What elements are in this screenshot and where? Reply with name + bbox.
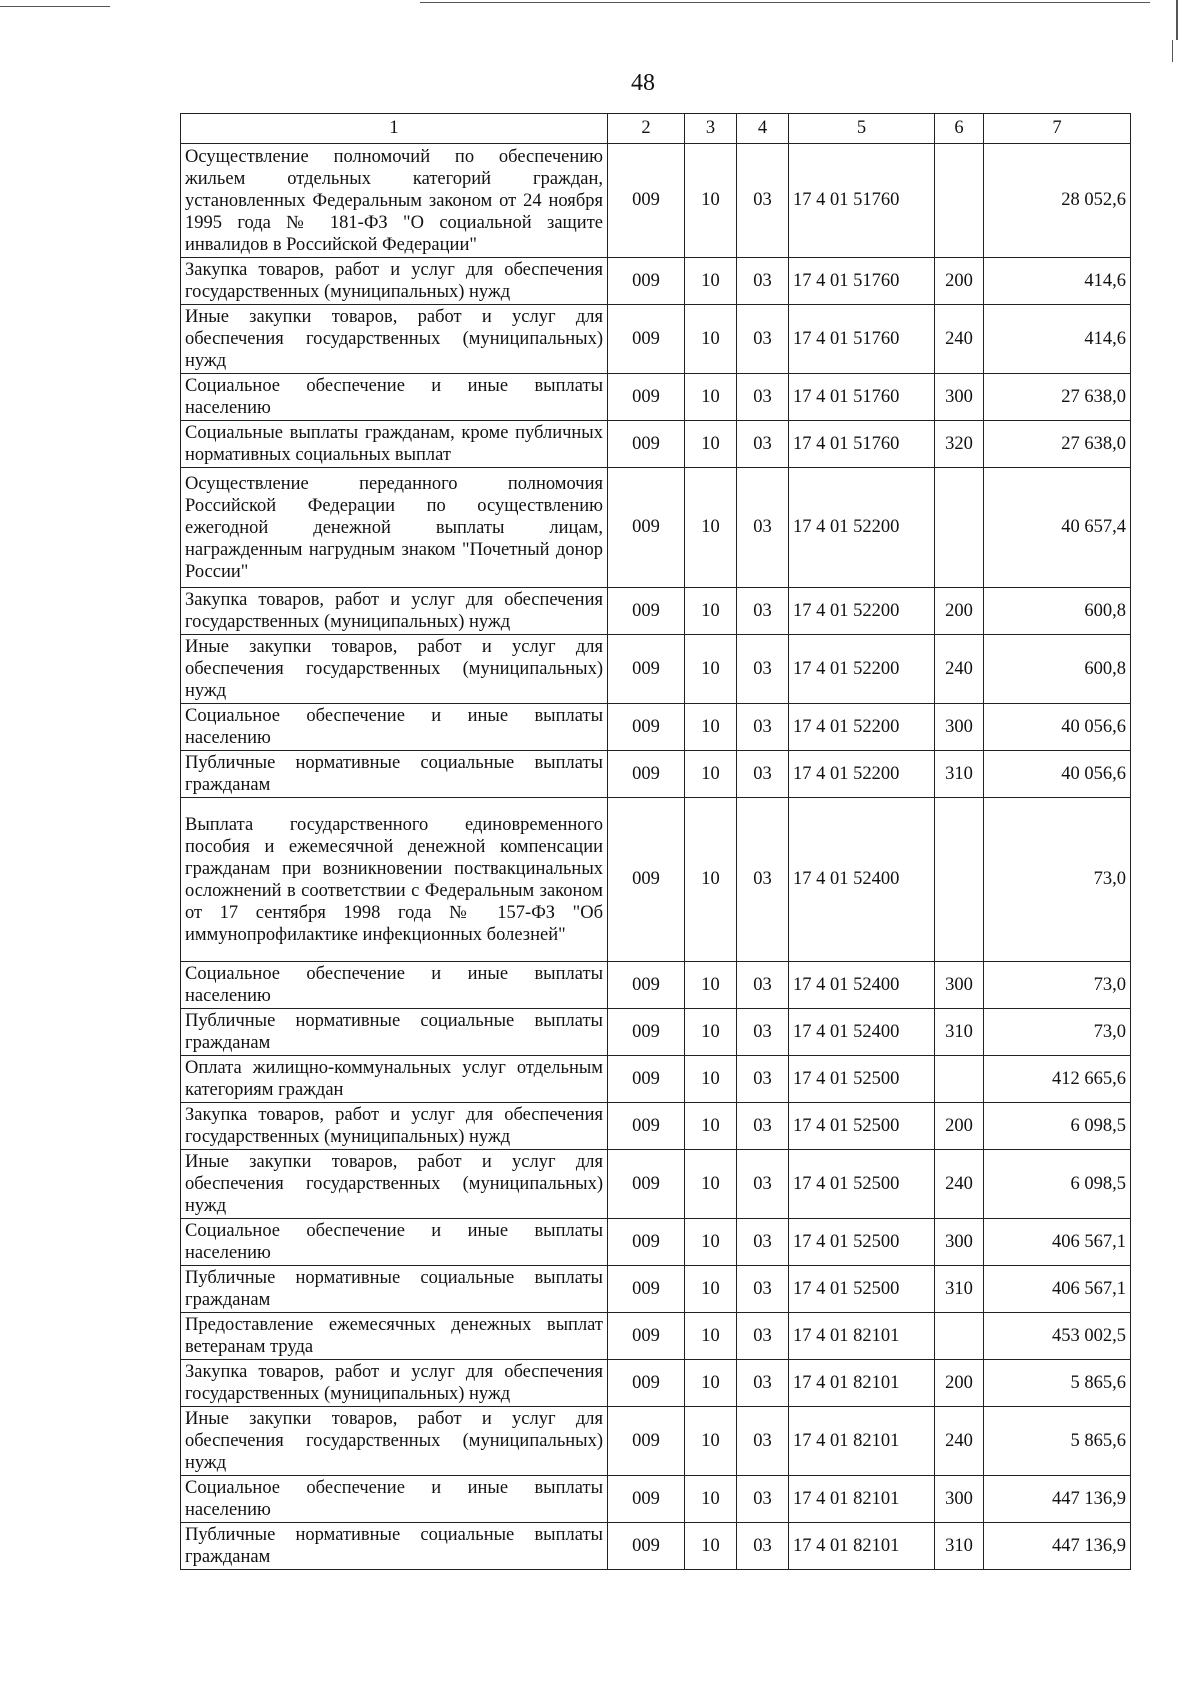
row-target-article: 17 4 01 82101: [789, 1313, 935, 1360]
row-expense-type: 310: [935, 1009, 984, 1056]
row-description: Предоставление ежемесячных денежных выплат ветеранам труда: [181, 1313, 608, 1360]
row-ministry-code: 009: [608, 1476, 685, 1523]
header-col-5: 5: [789, 114, 935, 144]
table-row: [181, 468, 1131, 588]
row-subsection-code: 03: [737, 704, 789, 751]
row-subsection-code: 03: [737, 421, 789, 468]
row-description: Публичные нормативные социальные выплаты гражданам: [181, 1266, 608, 1313]
row-section-code: 10: [685, 1407, 737, 1476]
table-row: [181, 1523, 1131, 1570]
header-col-4: 4: [737, 114, 789, 144]
row-description: Иные закупки товаров, работ и услуг для обеспечения государственных (муниципальных) нужд: [181, 1407, 608, 1476]
row-target-article: 17 4 01 52200: [789, 468, 935, 588]
scan-edge-right: [1176, 0, 1178, 40]
row-amount: 447 136,9: [984, 1476, 1131, 1523]
row-subsection-code: 03: [737, 588, 789, 635]
table-row: [181, 305, 1131, 374]
row-section-code: 10: [685, 751, 737, 798]
row-expense-type: 300: [935, 1219, 984, 1266]
row-subsection-code: 03: [737, 1523, 789, 1570]
table-row: [181, 751, 1131, 798]
row-expense-type: 300: [935, 704, 984, 751]
row-section-code: 10: [685, 1219, 737, 1266]
row-target-article: 17 4 01 52200: [789, 588, 935, 635]
row-ministry-code: 009: [608, 258, 685, 305]
row-expense-type: 310: [935, 1523, 984, 1570]
row-description: Иные закупки товаров, работ и услуг для обеспечения государственных (муниципальных) нужд: [181, 1150, 608, 1219]
table-row: [181, 588, 1131, 635]
row-subsection-code: 03: [737, 1150, 789, 1219]
row-description: Публичные нормативные социальные выплаты гражданам: [181, 1523, 608, 1570]
table-body: [181, 144, 1131, 1570]
row-amount: 27 638,0: [984, 374, 1131, 421]
row-subsection-code: 03: [737, 798, 789, 962]
row-description: Осуществление переданного полномочия Российской Федерации по осуществлению ежегодной денежной выплаты лицам, награжденным нагрудным знаком "Почетный донор России": [181, 468, 608, 588]
row-description: Иные закупки товаров, работ и услуг для обеспечения государственных (муниципальных) нужд: [181, 635, 608, 704]
scan-edge-top: [0, 6, 110, 7]
row-expense-type: 240: [935, 305, 984, 374]
row-section-code: 10: [685, 305, 737, 374]
row-amount: 73,0: [984, 962, 1131, 1009]
row-amount: 412 665,6: [984, 1056, 1131, 1103]
table-row: [181, 798, 1131, 962]
row-ministry-code: 009: [608, 751, 685, 798]
row-section-code: 10: [685, 635, 737, 704]
row-description: Публичные нормативные социальные выплаты гражданам: [181, 1009, 608, 1056]
row-amount: 453 002,5: [984, 1313, 1131, 1360]
header-col-7: 7: [984, 114, 1131, 144]
row-expense-type: [935, 798, 984, 962]
row-expense-type: [935, 468, 984, 588]
row-amount: 600,8: [984, 588, 1131, 635]
row-target-article: 17 4 01 52200: [789, 635, 935, 704]
row-ministry-code: 009: [608, 1266, 685, 1313]
table-row: [181, 635, 1131, 704]
row-ministry-code: 009: [608, 1219, 685, 1266]
row-expense-type: 200: [935, 258, 984, 305]
row-target-article: 17 4 01 52500: [789, 1266, 935, 1313]
row-ministry-code: 009: [608, 588, 685, 635]
row-amount: 414,6: [984, 258, 1131, 305]
row-section-code: 10: [685, 1103, 737, 1150]
header-col-6: 6: [935, 114, 984, 144]
row-section-code: 10: [685, 1266, 737, 1313]
table-row: [181, 258, 1131, 305]
row-ministry-code: 009: [608, 1103, 685, 1150]
row-amount: 73,0: [984, 1009, 1131, 1056]
row-section-code: 10: [685, 588, 737, 635]
table-row: [181, 1056, 1131, 1103]
table-row: [181, 962, 1131, 1009]
row-subsection-code: 03: [737, 635, 789, 704]
row-target-article: 17 4 01 51760: [789, 144, 935, 258]
table-row: [181, 1476, 1131, 1523]
row-section-code: 10: [685, 374, 737, 421]
row-target-article: 17 4 01 52500: [789, 1056, 935, 1103]
row-amount: 5 865,6: [984, 1360, 1131, 1407]
row-section-code: 10: [685, 468, 737, 588]
row-expense-type: 240: [935, 635, 984, 704]
table-row: [181, 704, 1131, 751]
row-section-code: 10: [685, 704, 737, 751]
row-description: Социальные выплаты гражданам, кроме публичных нормативных социальных выплат: [181, 421, 608, 468]
row-subsection-code: 03: [737, 1009, 789, 1056]
table-row: [181, 1219, 1131, 1266]
table-row: [181, 1150, 1131, 1219]
table-row: [181, 1103, 1131, 1150]
row-amount: 40 056,6: [984, 704, 1131, 751]
table-row: [181, 1360, 1131, 1407]
row-subsection-code: 03: [737, 468, 789, 588]
scan-edge-right-2: [1172, 40, 1173, 62]
budget-table: [180, 113, 1131, 1570]
row-section-code: 10: [685, 798, 737, 962]
row-subsection-code: 03: [737, 1313, 789, 1360]
row-ministry-code: 009: [608, 1360, 685, 1407]
row-subsection-code: 03: [737, 305, 789, 374]
row-subsection-code: 03: [737, 962, 789, 1009]
row-ministry-code: 009: [608, 468, 685, 588]
row-section-code: 10: [685, 1056, 737, 1103]
row-amount: 406 567,1: [984, 1266, 1131, 1313]
row-ministry-code: 009: [608, 1009, 685, 1056]
row-section-code: 10: [685, 1476, 737, 1523]
row-ministry-code: 009: [608, 635, 685, 704]
scan-edge-top-right: [420, 2, 1150, 3]
row-expense-type: 200: [935, 1360, 984, 1407]
table-row: [181, 144, 1131, 258]
row-description: Закупка товаров, работ и услуг для обеспечения государственных (муниципальных) нужд: [181, 258, 608, 305]
row-amount: 28 052,6: [984, 144, 1131, 258]
row-expense-type: 300: [935, 374, 984, 421]
row-amount: 40 657,4: [984, 468, 1131, 588]
row-expense-type: 310: [935, 1266, 984, 1313]
row-subsection-code: 03: [737, 1476, 789, 1523]
row-section-code: 10: [685, 1313, 737, 1360]
row-target-article: 17 4 01 52200: [789, 751, 935, 798]
row-expense-type: 310: [935, 751, 984, 798]
row-expense-type: 240: [935, 1407, 984, 1476]
row-section-code: 10: [685, 258, 737, 305]
row-subsection-code: 03: [737, 751, 789, 798]
header-col-1: 1: [181, 114, 608, 144]
row-ministry-code: 009: [608, 1407, 685, 1476]
header-col-3: 3: [685, 114, 737, 144]
row-target-article: 17 4 01 82101: [789, 1523, 935, 1570]
row-expense-type: 300: [935, 1476, 984, 1523]
page-number: 48: [631, 70, 655, 96]
row-target-article: 17 4 01 52400: [789, 1009, 935, 1056]
row-expense-type: 320: [935, 421, 984, 468]
row-ministry-code: 009: [608, 1313, 685, 1360]
table-row: [181, 1313, 1131, 1360]
row-expense-type: 200: [935, 588, 984, 635]
row-amount: 6 098,5: [984, 1150, 1131, 1219]
row-target-article: 17 4 01 82101: [789, 1476, 935, 1523]
row-target-article: 17 4 01 51760: [789, 374, 935, 421]
row-target-article: 17 4 01 82101: [789, 1407, 935, 1476]
row-section-code: 10: [685, 1523, 737, 1570]
row-amount: 447 136,9: [984, 1523, 1131, 1570]
row-target-article: 17 4 01 52400: [789, 798, 935, 962]
row-target-article: 17 4 01 52500: [789, 1219, 935, 1266]
row-subsection-code: 03: [737, 1219, 789, 1266]
row-amount: 600,8: [984, 635, 1131, 704]
row-subsection-code: 03: [737, 144, 789, 258]
row-ministry-code: 009: [608, 1150, 685, 1219]
table-row: [181, 374, 1131, 421]
row-expense-type: 240: [935, 1150, 984, 1219]
header-col-2: 2: [608, 114, 685, 144]
row-ministry-code: 009: [608, 1523, 685, 1570]
row-description: Социальное обеспечение и иные выплаты населению: [181, 1219, 608, 1266]
row-ministry-code: 009: [608, 798, 685, 962]
row-amount: 6 098,5: [984, 1103, 1131, 1150]
row-subsection-code: 03: [737, 1407, 789, 1476]
row-amount: 27 638,0: [984, 421, 1131, 468]
row-ministry-code: 009: [608, 305, 685, 374]
table-row: [181, 1407, 1131, 1476]
row-expense-type: [935, 144, 984, 258]
table-header-row: [181, 114, 1131, 144]
row-subsection-code: 03: [737, 1360, 789, 1407]
row-ministry-code: 009: [608, 704, 685, 751]
row-description: Социальное обеспечение и иные выплаты населению: [181, 962, 608, 1009]
row-subsection-code: 03: [737, 1266, 789, 1313]
row-target-article: 17 4 01 51760: [789, 258, 935, 305]
row-ministry-code: 009: [608, 421, 685, 468]
row-ministry-code: 009: [608, 1056, 685, 1103]
row-section-code: 10: [685, 1360, 737, 1407]
row-subsection-code: 03: [737, 374, 789, 421]
row-section-code: 10: [685, 421, 737, 468]
row-amount: 414,6: [984, 305, 1131, 374]
row-description: Закупка товаров, работ и услуг для обеспечения государственных (муниципальных) нужд: [181, 1360, 608, 1407]
row-ministry-code: 009: [608, 374, 685, 421]
row-section-code: 10: [685, 1150, 737, 1219]
row-description: Иные закупки товаров, работ и услуг для обеспечения государственных (муниципальных) нужд: [181, 305, 608, 374]
row-target-article: 17 4 01 52400: [789, 962, 935, 1009]
row-subsection-code: 03: [737, 258, 789, 305]
table-row: [181, 421, 1131, 468]
row-amount: 406 567,1: [984, 1219, 1131, 1266]
row-target-article: 17 4 01 51760: [789, 305, 935, 374]
row-target-article: 17 4 01 52500: [789, 1150, 935, 1219]
row-description: Социальное обеспечение и иные выплаты населению: [181, 1476, 608, 1523]
row-target-article: 17 4 01 51760: [789, 421, 935, 468]
row-expense-type: 200: [935, 1103, 984, 1150]
row-ministry-code: 009: [608, 144, 685, 258]
row-description: Осуществление полномочий по обеспечению жильем отдельных категорий граждан, установленных Федеральным законом от 24 ноября 1995 года № 181-ФЗ "О социальной защите инвалидов в Российской Федерации": [181, 144, 608, 258]
row-subsection-code: 03: [737, 1056, 789, 1103]
row-description: Закупка товаров, работ и услуг для обеспечения государственных (муниципальных) нужд: [181, 588, 608, 635]
table-row: [181, 1266, 1131, 1313]
row-amount: 5 865,6: [984, 1407, 1131, 1476]
row-expense-type: [935, 1056, 984, 1103]
row-section-code: 10: [685, 962, 737, 1009]
row-target-article: 17 4 01 52500: [789, 1103, 935, 1150]
row-target-article: 17 4 01 52200: [789, 704, 935, 751]
row-target-article: 17 4 01 82101: [789, 1360, 935, 1407]
row-description: Социальное обеспечение и иные выплаты населению: [181, 704, 608, 751]
row-description: Социальное обеспечение и иные выплаты населению: [181, 374, 608, 421]
row-expense-type: [935, 1313, 984, 1360]
row-expense-type: 300: [935, 962, 984, 1009]
row-ministry-code: 009: [608, 962, 685, 1009]
row-section-code: 10: [685, 1009, 737, 1056]
row-amount: 73,0: [984, 798, 1131, 962]
row-section-code: 10: [685, 144, 737, 258]
row-description: Закупка товаров, работ и услуг для обеспечения государственных (муниципальных) нужд: [181, 1103, 608, 1150]
table-row: [181, 1009, 1131, 1056]
row-subsection-code: 03: [737, 1103, 789, 1150]
row-amount: 40 056,6: [984, 751, 1131, 798]
row-description: Выплата государственного единовременного пособия и ежемесячной денежной компенсации гражданам при возникновении поствакцинальных осложнений в соответствии с Федеральным законом от 17 сентября 1998 года № 157-ФЗ "Об иммунопрофилактике инфекционных болезней": [181, 798, 608, 962]
row-description: Оплата жилищно-коммунальных услуг отдельным категориям граждан: [181, 1056, 608, 1103]
row-description: Публичные нормативные социальные выплаты гражданам: [181, 751, 608, 798]
